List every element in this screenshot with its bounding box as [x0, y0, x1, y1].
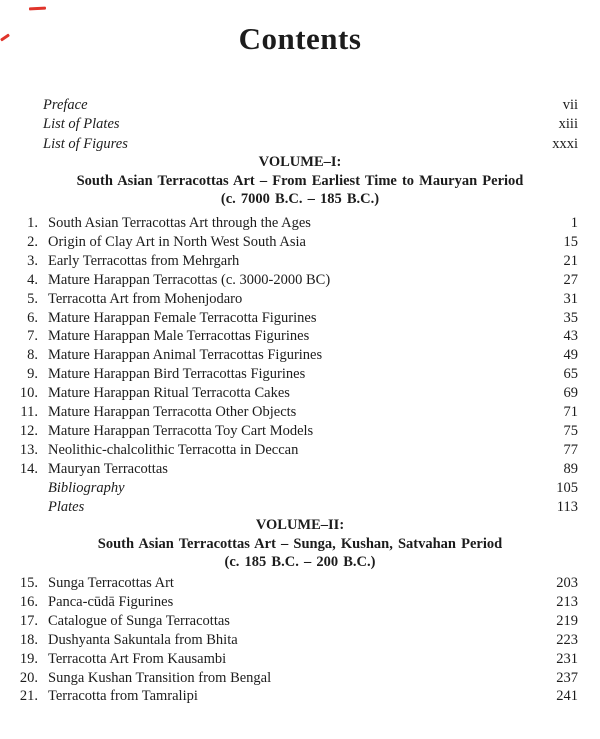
front-matter-row	[43, 96, 578, 115]
entry-number: 15.	[19, 575, 38, 591]
entry-number: 2.	[27, 233, 38, 250]
front-matter-label: List of Plates	[43, 116, 120, 133]
toc-entry	[12, 687, 578, 706]
toc-entry	[12, 271, 578, 290]
entry-page: 69	[563, 385, 578, 402]
entry-title: Sunga Terracottas Art	[48, 575, 174, 591]
entry-number	[12, 498, 38, 517]
entry-page: 75	[563, 422, 578, 439]
entry-page: 237	[556, 669, 578, 686]
entry-number: 16.	[19, 593, 38, 610]
toc-entry	[12, 460, 578, 479]
entry-number: 6.	[27, 309, 38, 326]
front-matter-label: Preface	[43, 97, 88, 113]
entry-title: Mauryan Terracottas	[48, 460, 168, 477]
entry-number: 8.	[27, 347, 38, 364]
entry-title: Mature Harappan Bird Terracottas Figurines	[48, 366, 306, 383]
entry-title: Mature Harappan Terracotta Other Objects	[48, 404, 297, 421]
toc-entry	[12, 669, 578, 688]
front-matter-page: vii	[562, 97, 578, 113]
entry-number	[12, 479, 38, 498]
toc-entry	[12, 346, 578, 365]
entry-number: 14.	[19, 460, 38, 477]
red-pen-mark	[29, 7, 46, 11]
toc-entry	[12, 384, 578, 403]
entry-title: Terracotta Art from Mohenjodaro	[48, 290, 243, 307]
entry-number: 12.	[19, 422, 38, 439]
entry-title: Plates	[48, 498, 85, 515]
entry-page: 43	[563, 328, 578, 345]
toc-entry	[12, 290, 578, 309]
toc-entry	[12, 403, 578, 422]
entry-page: 105	[556, 479, 578, 496]
entry-number: 18.	[19, 631, 38, 648]
entry-page: 71	[563, 404, 578, 421]
toc-entry	[12, 612, 578, 631]
entry-number: 19.	[19, 650, 38, 667]
entry-page: 213	[556, 593, 578, 610]
entry-page: 241	[556, 688, 578, 705]
front-matter-page: xxxi	[552, 135, 578, 152]
entry-number: 9.	[27, 366, 38, 383]
entry-title: Terracotta from Tamralipi	[48, 688, 198, 705]
front-matter-section	[43, 96, 578, 154]
entry-number: 21.	[19, 688, 38, 705]
entry-number: 7.	[27, 328, 38, 345]
front-matter-label: List of Figures	[43, 135, 128, 152]
entry-page: 27	[563, 271, 578, 288]
entry-title: Dushyanta Sakuntala from Bhita	[48, 631, 238, 648]
volume-1-date-range: (c. 7000 B.C. – 185 B.C.)	[220, 191, 380, 208]
entry-page: 31	[563, 290, 578, 307]
toc-entry	[12, 327, 578, 346]
entry-title: Mature Harappan Animal Terracottas Figurines	[48, 347, 323, 364]
entry-title: Terracotta Art From Kausambi	[48, 650, 227, 667]
volume-2-subtitle: South Asian Terracottas Art – Sunga, Kushan, Satvahan Period	[97, 535, 503, 552]
entry-page: 77	[563, 441, 578, 458]
toc-entry	[12, 214, 578, 233]
toc-entry	[12, 233, 578, 252]
entry-page: 223	[556, 631, 578, 648]
toc-entry	[12, 441, 578, 460]
entry-page: 1	[570, 215, 578, 231]
entry-title: Panca-cūdā Figurines	[48, 593, 174, 610]
volume-2-label: VOLUME–II:	[255, 517, 345, 533]
entry-title: Bibliography	[48, 479, 125, 496]
entry-title: Origin of Clay Art in North West South Asia	[48, 233, 306, 250]
entry-page: 219	[556, 612, 578, 629]
entry-title: Sunga Kushan Transition from Bengal	[48, 669, 272, 686]
entry-number: 10.	[19, 385, 38, 402]
toc-entry	[12, 650, 578, 669]
toc-entry	[12, 422, 578, 441]
toc-entry	[12, 631, 578, 650]
entry-page: 231	[556, 650, 578, 667]
volume-2-date-range: (c. 185 B.C. – 200 B.C.)	[224, 554, 376, 571]
entry-title: Early Terracottas from Mehrgarh	[48, 252, 240, 269]
volume-1-heading	[0, 153, 600, 209]
front-matter-row	[43, 115, 578, 134]
volume-1-subtitle: South Asian Terracottas Art – From Earliest Time to Mauryan Period	[76, 172, 524, 189]
entry-page: 49	[563, 347, 578, 364]
front-matter-row	[43, 135, 578, 154]
entry-title: Mature Harappan Terracotta Toy Cart Models	[48, 422, 314, 439]
entry-page: 35	[563, 309, 578, 326]
entry-page: 89	[563, 460, 578, 477]
toc-entry	[12, 365, 578, 384]
toc-entry-bibliography	[12, 479, 578, 498]
entry-number: 4.	[27, 271, 38, 288]
page-title: Contents	[238, 21, 362, 56]
entry-number: 5.	[27, 290, 38, 307]
entry-page: 21	[563, 252, 578, 269]
volume-1-entry-list	[12, 214, 578, 517]
entry-page: 15	[563, 233, 578, 250]
entry-title: Mature Harappan Ritual Terracotta Cakes	[48, 385, 290, 402]
entry-number: 13.	[19, 441, 38, 458]
entry-number: 1.	[27, 215, 38, 231]
entry-title: Mature Harappan Female Terracotta Figurines	[48, 309, 317, 326]
entry-page: 65	[563, 366, 578, 383]
entry-page: 113	[556, 498, 578, 515]
volume-2-heading	[0, 516, 600, 572]
front-matter-page: xiii	[558, 116, 578, 133]
entry-number: 3.	[27, 252, 38, 269]
entry-title: Catalogue of Sunga Terracottas	[48, 612, 230, 629]
entry-number: 17.	[19, 612, 38, 629]
entry-title: Mature Harappan Terracottas (c. 3000-2000 BC)	[48, 271, 331, 288]
volume-2-entry-list	[12, 574, 578, 706]
entry-title: South Asian Terracottas Art through the Ages	[48, 215, 311, 231]
toc-entry	[12, 574, 578, 593]
toc-entry	[12, 252, 578, 271]
volume-1-label: VOLUME–I:	[258, 154, 342, 170]
entry-number: 11.	[20, 404, 38, 421]
entry-title: Neolithic-chalcolithic Terracotta in Deccan	[48, 441, 299, 458]
entry-title: Mature Harappan Male Terracottas Figurines	[48, 328, 310, 345]
toc-entry	[12, 309, 578, 328]
toc-entry-plates	[12, 498, 578, 517]
entry-page: 203	[556, 575, 578, 591]
toc-entry	[12, 593, 578, 612]
entry-number: 20.	[19, 669, 38, 686]
